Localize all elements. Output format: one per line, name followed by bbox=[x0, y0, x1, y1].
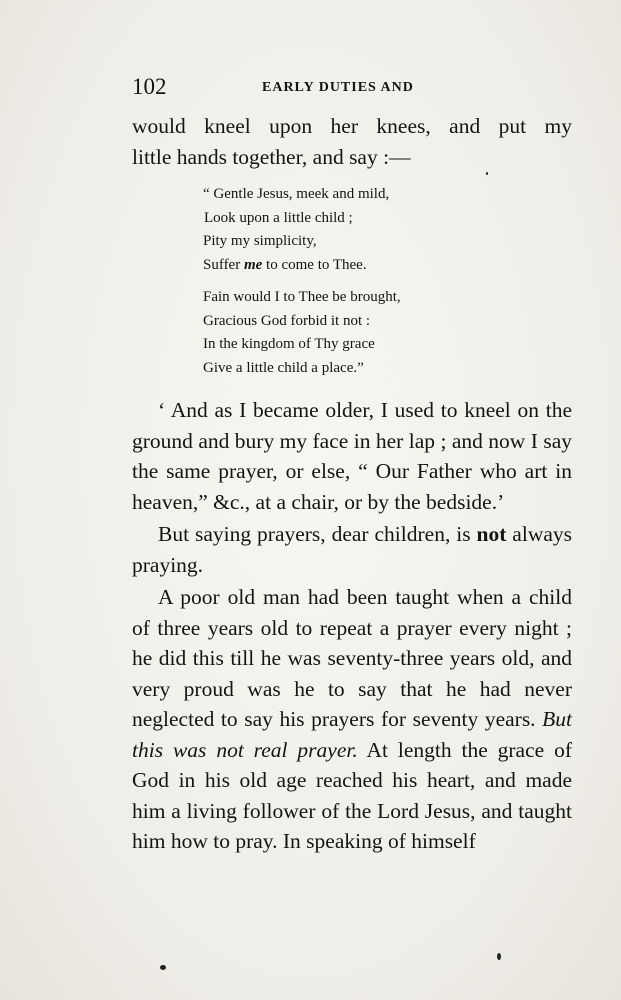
poem-text: to come to Thee. bbox=[262, 256, 367, 273]
poem-line: In the kingdom of Thy grace bbox=[203, 336, 375, 352]
poem-stanza-1 bbox=[203, 183, 503, 277]
paragraph-bold: not bbox=[476, 522, 507, 546]
poem-line: Give a little child a place.” bbox=[203, 359, 364, 376]
poem-line: Fain would I to Thee be brought, bbox=[203, 289, 401, 305]
main-text bbox=[132, 395, 572, 859]
poem-line: “ Gentle Jesus, meek and mild, bbox=[203, 186, 390, 202]
paragraph-text: A poor old man had been taught when a child of three years old to repeat a prayer every night ; he did this till he was seventy-three years old, and very proud was he to say that he had never neglected to say his prayers for seventy years. bbox=[132, 585, 572, 731]
paragraph: ‘ And as I became older, I used to kneel on the ground and bury my face in her lap ; and now I say the same prayer, or else, “ Our Father who art in heaven,” &c., at a chair, or by the bedside.’ bbox=[132, 398, 572, 514]
page-number: 102 bbox=[132, 74, 167, 99]
paragraph-text: At length the grace of God in his old age reached his heart, and made him a living follower of the Lord Jesus, and taught him how to pray. In speaking of himself bbox=[132, 737, 572, 853]
ink-speck bbox=[497, 953, 501, 960]
paragraph-italic: But this was not real prayer. bbox=[132, 707, 572, 762]
poem-line bbox=[203, 254, 503, 278]
poem-stanza-2 bbox=[203, 286, 503, 380]
ink-speck bbox=[486, 172, 488, 175]
intro-line: little hands together, and say :— bbox=[132, 144, 411, 169]
poem-line: Look upon a little child ; bbox=[204, 209, 353, 226]
poem-text: Suffer bbox=[203, 256, 244, 273]
page-header bbox=[132, 74, 572, 104]
intro-paragraph bbox=[132, 111, 572, 172]
ink-speck bbox=[160, 965, 166, 970]
poem-line: Gracious God forbid it not : bbox=[203, 312, 371, 329]
paragraph bbox=[132, 519, 572, 580]
poem-line: Pity my simplicity, bbox=[203, 233, 317, 249]
paragraph bbox=[132, 582, 572, 857]
intro-line: would kneel upon her knees, and put my bbox=[132, 114, 572, 138]
running-head: EARLY DUTIES AND bbox=[262, 80, 414, 95]
paragraph-text: But saying prayers, dear children, is bbox=[158, 522, 477, 546]
poem-emphasis: me bbox=[243, 256, 263, 273]
paragraph-text: always praying. bbox=[132, 522, 573, 577]
